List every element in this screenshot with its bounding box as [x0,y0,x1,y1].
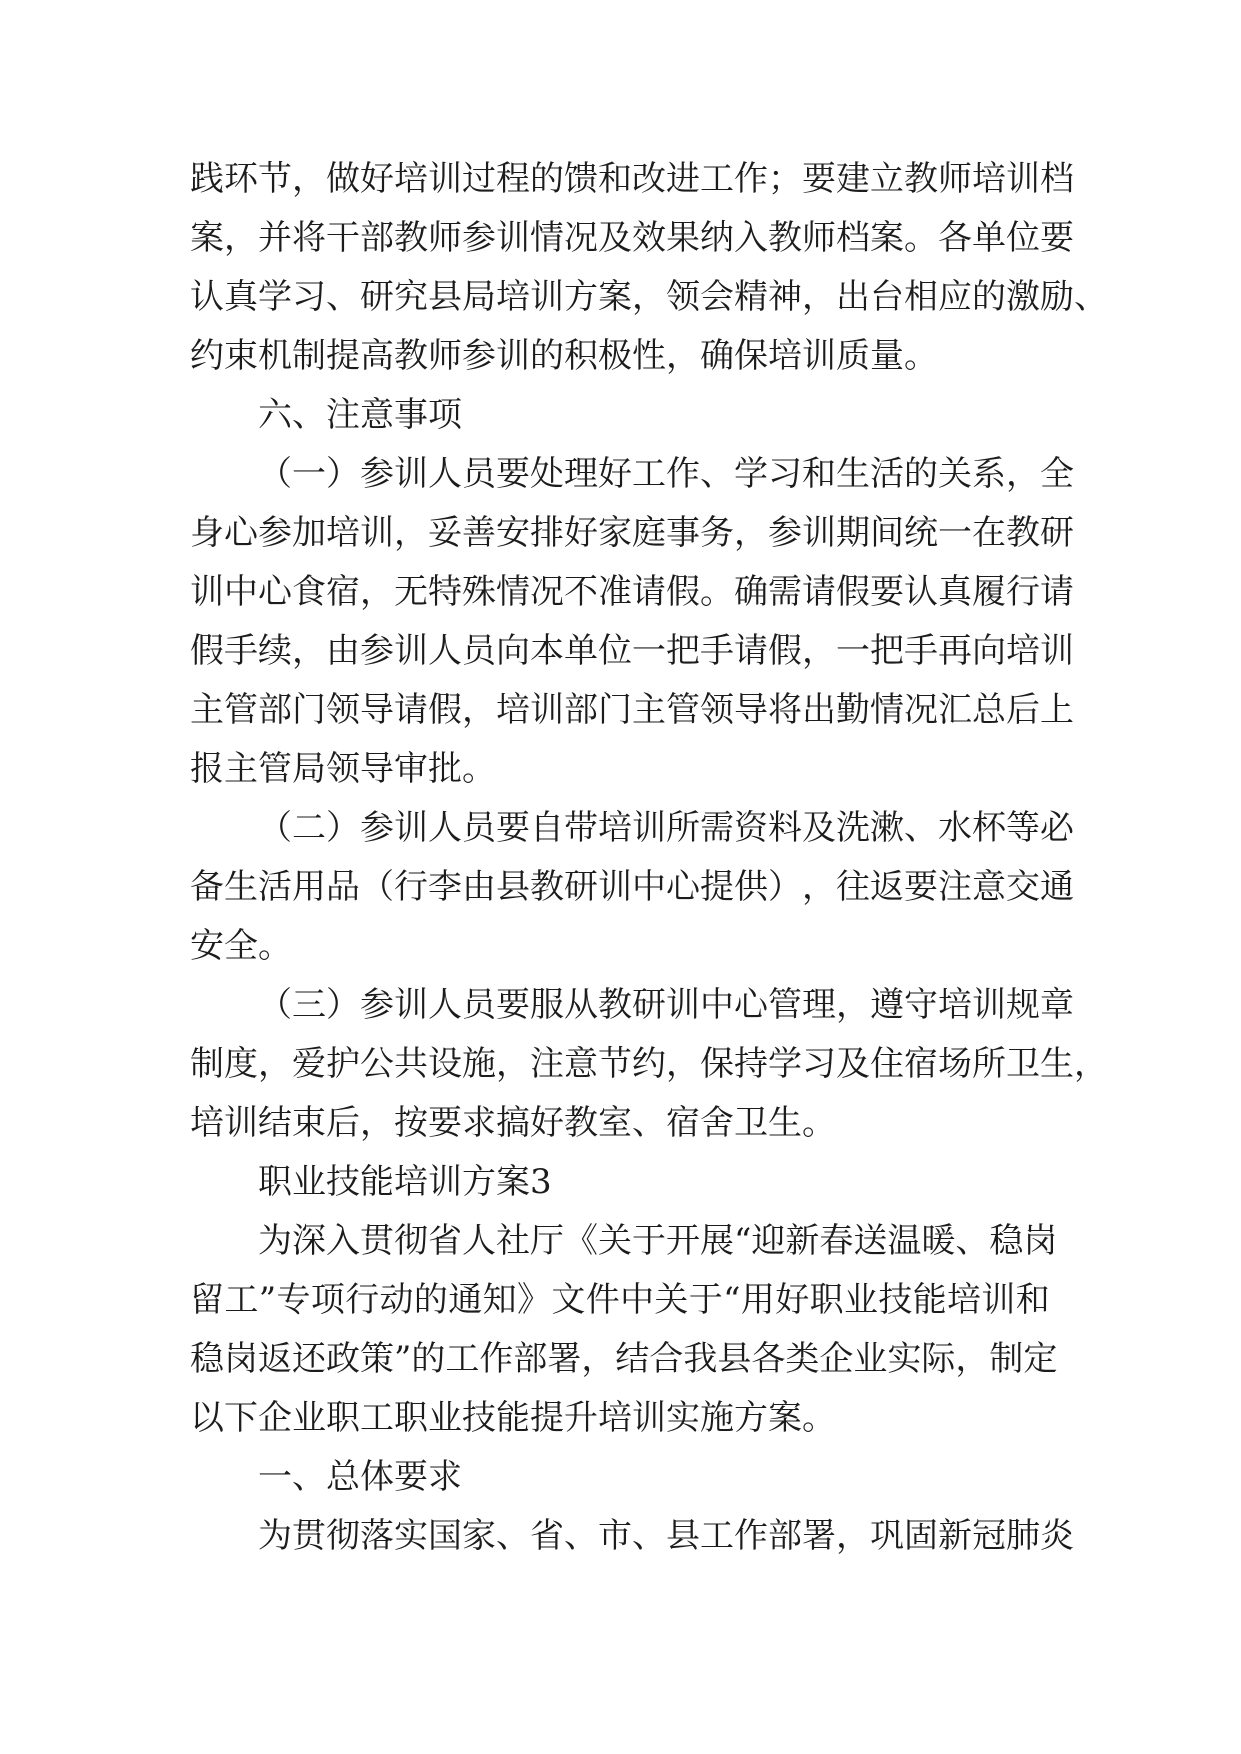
text-line: 备 生 活 用 品 （ 行 李 由 县 教 研 训 中 心 提 供 ） ， 往 返 要 注 意 交 通 [190,867,1074,907]
text-line: 为 贯 彻 落 实 国 家 、 省 、 市 、 县 工 作 部 署 ， 巩 固 新 冠 肺 炎 [258,1516,1074,1556]
text-line: 假 手 续 ， 由 参 训 人 员 向 本 单 位 一 把 手 请 假 ， 一 把 手 再 向 培 训 [190,631,1074,671]
text-line: （ 一 ） 参 训 人 员 要 处 理 好 工 作 、 学 习 和 生 活 的 关 系 ， 全 [258,454,1074,494]
text-line: 留 工 ” 专 项 行 动 的 通 知 》 文 件 中 关 于 “ 用 好 职 业 技 能 培 训 和 [190,1280,1050,1320]
text-line: 案 ， 并 将 干 部 教 师 参 训 情 况 及 效 果 纳 入 教 师 档 案 。 各 单 位 要 [190,218,1074,258]
text-line: 报主管局领导审批。 [190,749,496,789]
text-line: 一、总体要求 [258,1457,462,1497]
text-line: 约束机制提高教师参训的积极性，确保培训质量。 [190,336,938,376]
text-line: （ 二 ） 参 训 人 员 要 自 带 培 训 所 需 资 料 及 洗 漱 、 水 杯 等 必 [258,808,1074,848]
text-line: 培训结束后，按要求搞好教室、宿舍卫生。 [190,1103,836,1143]
text-line: 六、注意事项 [258,395,462,435]
text-line: 训 中 心 食 宿 ， 无 特 殊 情 况 不 准 请 假 。 确 需 请 假 要 认 真 履 行 请 [190,572,1074,612]
text-line: 制 度 ， 爱 护 公 共 设 施 ， 注 意 节 约 ， 保 持 学 习 及 住 宿 场 所 卫 生 ， [190,1044,1108,1084]
text-line: 践 环 节 ， 做 好 培 训 过 程 的 馈 和 改 进 工 作 ； 要 建 立 教 师 培 训 档 [190,159,1074,199]
text-line: 职业技能培训方案3 [258,1162,552,1202]
text-line: （ 三 ） 参 训 人 员 要 服 从 教 研 训 中 心 管 理 ， 遵 守 培 训 规 章 [258,985,1074,1025]
document-body [190,150,1108,1566]
text-line: 安全。 [190,926,292,966]
text-line: 认 真 学 习 、 研 究 县 局 培 训 方 案 ， 领 会 精 神 ， 出 台 相 应 的 激 励 、 [190,277,1108,317]
text-line: 稳 岗 返 还 政 策 ” 的 工 作 部 署 ， 结 合 我 县 各 类 企 业 实 际 ， 制 定 [190,1339,1058,1379]
text-line: 为 深 入 贯 彻 省 人 社 厅 《 关 于 开 展 “ 迎 新 春 送 温 暖 、 稳 岗 [258,1221,1058,1261]
text-line: 主 管 部 门 领 导 请 假 ， 培 训 部 门 主 管 领 导 将 出 勤 情 况 汇 总 后 上 [190,690,1074,730]
text-line: 以下企业职工职业技能提升培训实施方案。 [190,1398,836,1438]
text-line: 身 心 参 加 培 训 ， 妥 善 安 排 好 家 庭 事 务 ， 参 训 期 间 统 一 在 教 研 [190,513,1074,553]
